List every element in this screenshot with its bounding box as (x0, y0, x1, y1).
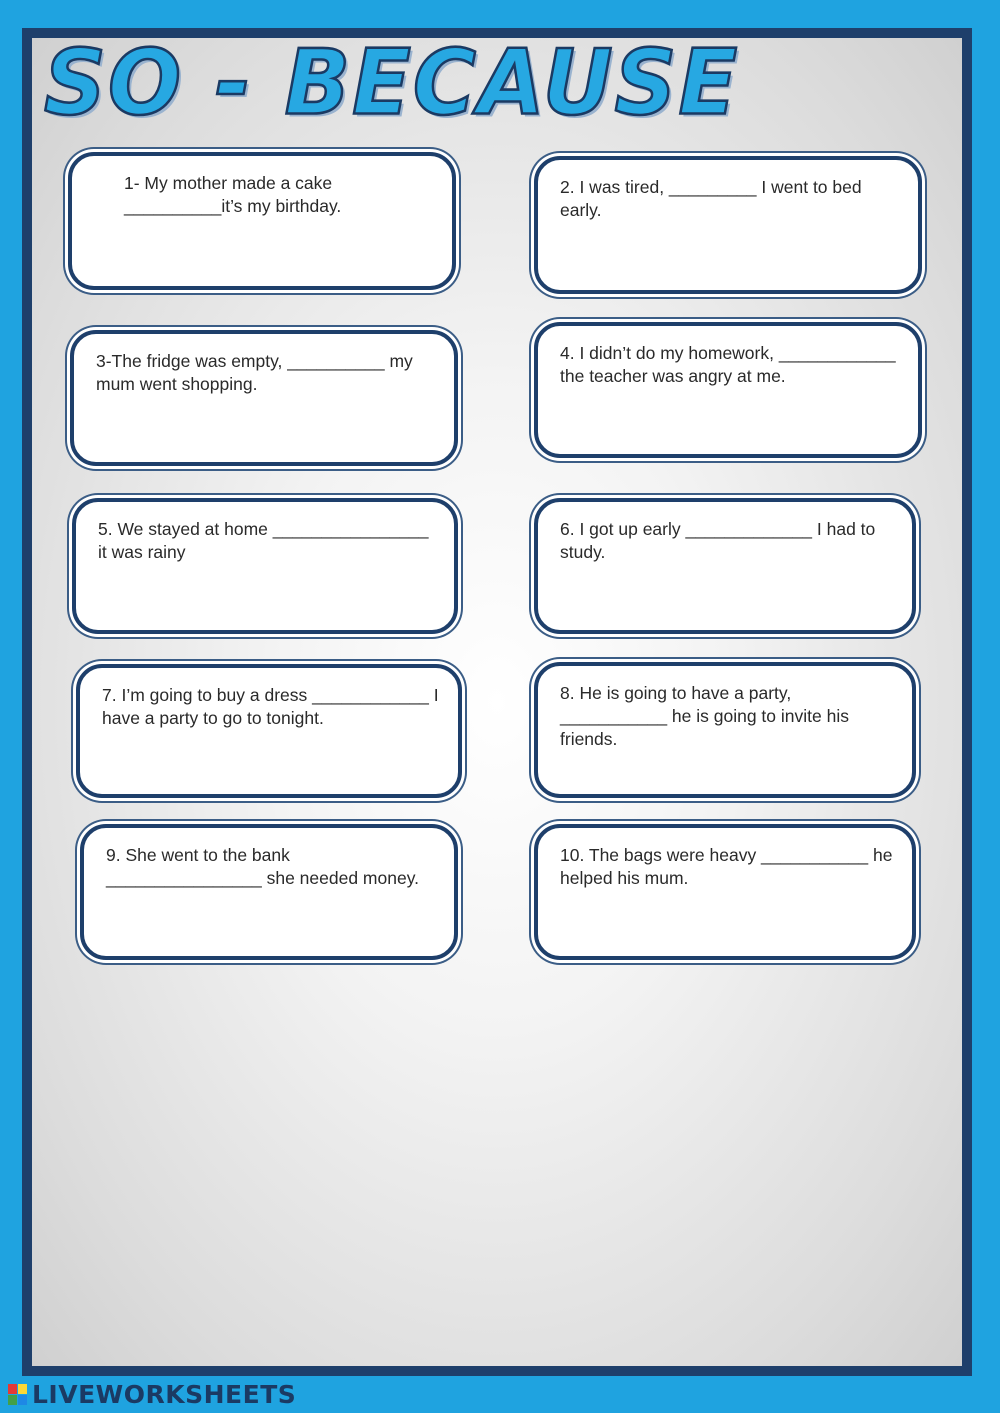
question-text-5: 5. We stayed at home ________________ it was rainy (98, 519, 429, 562)
question-card-2[interactable] (534, 156, 922, 294)
question-card-10[interactable] (534, 824, 916, 960)
liveworksheets-brand: LIVEWORKSHEETS (32, 1380, 297, 1409)
question-text-2: 2. I was tired, _________ I went to bed early. (560, 177, 862, 220)
question-card-6[interactable] (534, 498, 916, 634)
worksheet-title: SO - BECAUSE (44, 30, 740, 136)
question-card-8[interactable] (534, 662, 916, 798)
question-text-10: 10. The bags were heavy ___________ he helped his mum. (560, 845, 893, 888)
question-text-1: 1- My mother made a cake __________it’s my birthday. (124, 173, 342, 216)
question-text-9: 9. She went to the bank ________________ she needed money. (106, 845, 420, 888)
question-card-7[interactable] (76, 664, 462, 798)
question-text-3: 3-The fridge was empty, __________ my mum went shopping. (96, 351, 413, 394)
liveworksheets-mark-icon (8, 1384, 28, 1406)
question-text-8: 8. He is going to have a party, ___________ he is going to invite his friends. (560, 683, 849, 749)
question-card-5[interactable] (72, 498, 458, 634)
question-text-7: 7. I’m going to buy a dress ____________ I have a party to go to tonight. (102, 685, 439, 728)
question-card-4[interactable] (534, 322, 922, 458)
question-card-3[interactable] (70, 330, 458, 466)
liveworksheets-logo[interactable] (8, 1380, 296, 1409)
question-card-1[interactable] (68, 152, 456, 290)
question-text-6: 6. I got up early _____________ I had to study. (560, 519, 876, 562)
question-text-4: 4. I didn’t do my homework, ____________ the teacher was angry at me. (560, 343, 896, 386)
question-card-9[interactable] (80, 824, 458, 960)
